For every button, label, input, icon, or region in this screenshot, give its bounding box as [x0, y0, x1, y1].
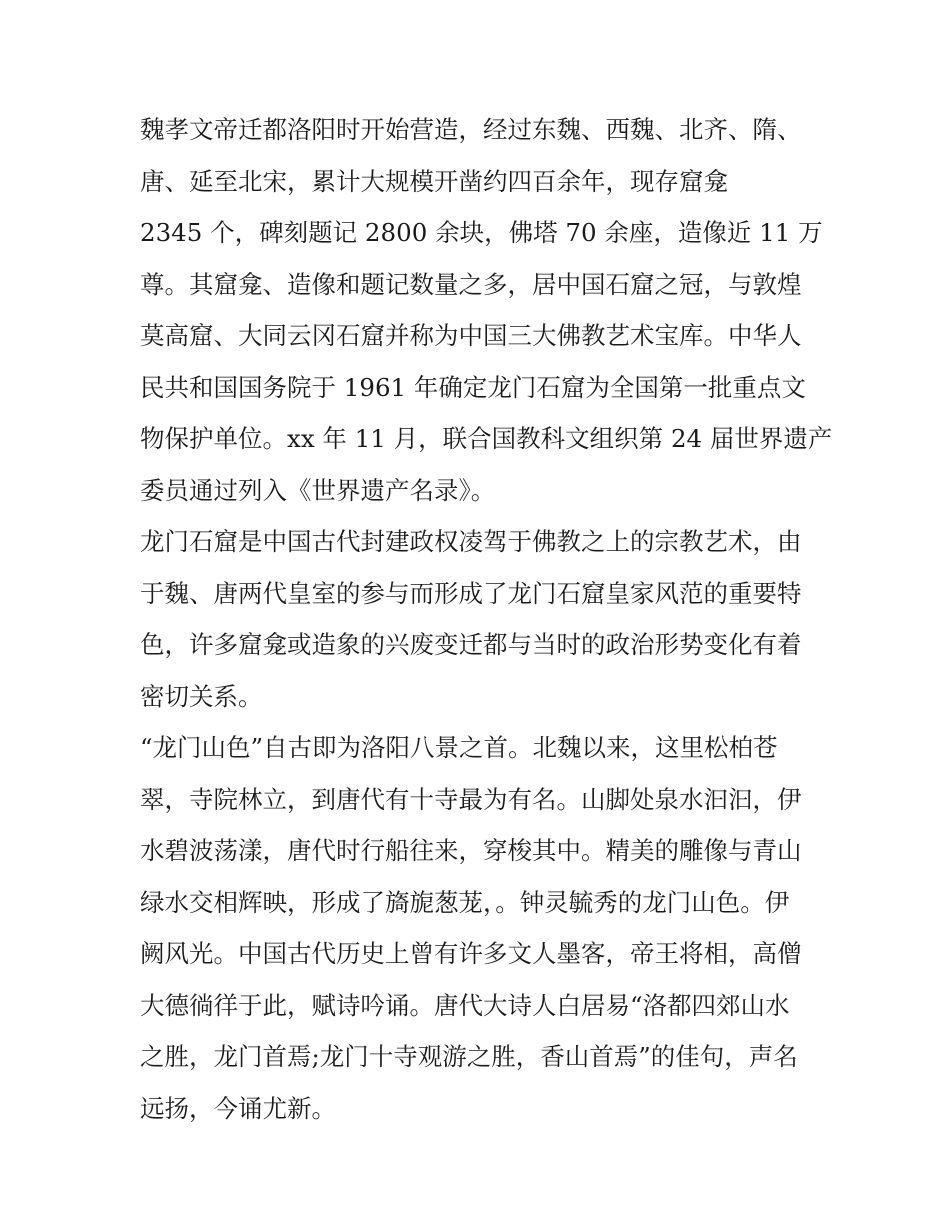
text-line: 远扬，今诵尤新。 [140, 1093, 336, 1123]
text-line: 莫高窟、大同云冈石窟并称为中国三大佛教艺术宝库。中华人 [140, 321, 802, 350]
text-line: 大德徜徉于此，赋诗吟诵。唐代大诗人白居易“洛都四郊山水 [140, 990, 790, 1020]
text-line: 水碧波荡漾，唐代时行船往来，穿梭其中。精美的雕像与青山 [140, 836, 802, 865]
text-line: 2345 个，碑刻题记 2800 余块，佛塔 70 余座，造像近 11 万 [140, 218, 823, 247]
text-line: 色，许多窟龛或造象的兴废变迁都与当时的政治形势变化有着 [140, 630, 802, 659]
text-line: 之胜，龙门首焉;龙门十寺观游之胜，香山首焉”的佳句，声名 [140, 1042, 798, 1071]
paragraph-longmen-scenery [140, 722, 816, 1134]
text-line: 唐、延至北宋，累计大规模开凿约四百余年，现存窟龛 [140, 166, 728, 196]
paragraph-longmen-history [140, 104, 833, 516]
text-line: 物保护单位。xx 年 11 月，联合国教科文组织第 24 届世界遗产 [140, 424, 833, 453]
text-line: 龙门石窟是中国古代封建政权凌驾于佛教之上的宗教艺术，由 [140, 527, 802, 556]
document-body [140, 104, 833, 1134]
text-line: 密切关系。 [140, 681, 263, 711]
text-line: 阙风光。中国古代历史上曾有许多文人墨客，帝王将相，高僧 [140, 939, 802, 968]
text-line: 魏孝文帝迁都洛阳时开始营造，经过东魏、西魏、北齐、隋、 [140, 115, 802, 144]
text-line: 绿水交相辉映，形成了旖旎葱茏，。钟灵毓秀的龙门山色。伊 [140, 887, 790, 917]
paragraph-royal-style [140, 516, 816, 722]
text-line: “龙门山色”自古即为洛阳八景之首。北魏以来，这里松柏苍 [140, 733, 778, 762]
text-line: 于魏、唐两代皇室的参与而形成了龙门石窟皇家风范的重要特 [140, 578, 802, 608]
text-line: 翠，寺院林立，到唐代有十寺最为有名。山脚处泉水汩汩，伊 [140, 784, 802, 814]
text-line: 民共和国国务院于 1961 年确定龙门石窟为全国第一批重点文 [140, 372, 806, 402]
text-line: 委员通过列入《世界遗产名录》。 [140, 475, 496, 505]
text-line: 尊。其窟龛、造像和题记数量之多，居中国石窟之冠，与敦煌 [140, 269, 802, 299]
